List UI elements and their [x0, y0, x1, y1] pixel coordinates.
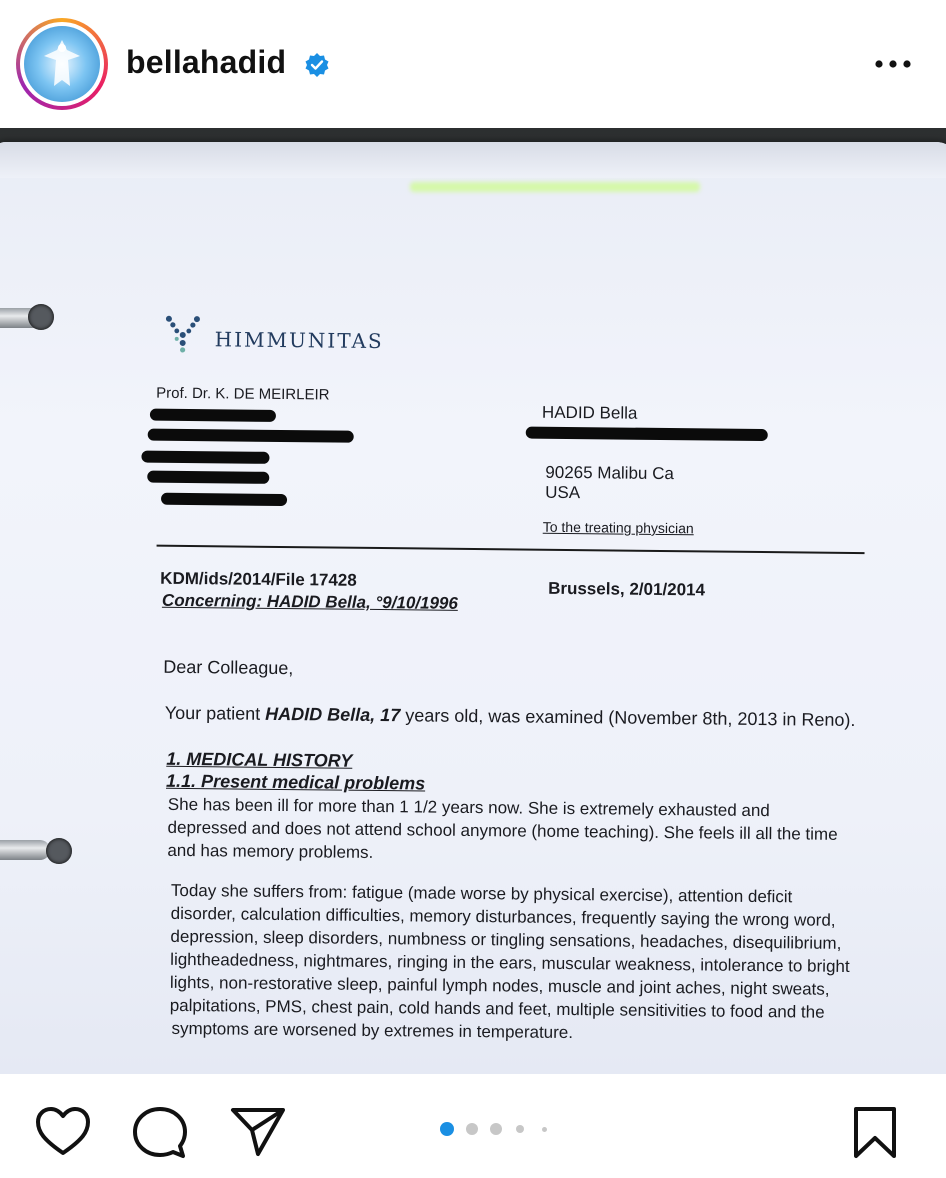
recipient-city: 90265 Malibu Ca — [545, 462, 674, 484]
paragraph-line: and has memory problems. — [167, 840, 374, 862]
post-image[interactable] — [0, 128, 946, 1074]
recipient-country: USA — [545, 482, 581, 503]
redaction-mark — [148, 429, 354, 443]
paragraph-line: Today she suffers from: fatigue (made worse by physical exercise), attention deficit — [170, 880, 793, 907]
comment-icon[interactable] — [132, 1106, 188, 1160]
reference-number: KDM/ids/2014/File 17428 — [160, 568, 357, 590]
himmunitas-logo-icon — [163, 313, 203, 353]
avatar[interactable] — [24, 26, 100, 102]
paragraph-line: She has been ill for more than 1 1/2 years now. She is extremely exhausted and — [167, 794, 770, 821]
paragraph-line: palpitations, PMS, chest pain, cold hands and feet, multiple sensitivities to food and the — [169, 995, 825, 1022]
recipient-note: To the treating physician — [542, 518, 694, 537]
carousel-dot — [516, 1125, 524, 1133]
bookmark-icon[interactable] — [852, 1106, 898, 1160]
carousel-indicator — [440, 1122, 560, 1134]
divider — [157, 545, 865, 554]
paragraph-line: depressed and does not attend school anymore (home teaching). She feels ill all the time — [167, 817, 838, 844]
send-icon[interactable] — [230, 1106, 286, 1158]
recipient-name: HADID Bella — [541, 402, 638, 423]
letter-document — [0, 128, 946, 1074]
redaction-mark — [161, 493, 287, 506]
username[interactable]: bellahadid — [126, 44, 287, 80]
paragraph-line: lights, non-restorative sleep, painful lymph nodes, muscle and joint aches, night sweats, — [169, 972, 830, 999]
carousel-dot — [542, 1127, 547, 1132]
patient-name: HADID Bella, 17 — [265, 703, 401, 726]
section-heading: 1. MEDICAL HISTORY — [166, 748, 353, 771]
company-name: HIMMUNITAS — [214, 327, 384, 354]
concerning-line: Concerning: HADID Bella, °9/10/1996 — [161, 590, 458, 613]
intro-line: Your patient HADID Bella, 17 years old, was examined (November 8th, 2013 in Reno). — [164, 702, 856, 731]
redaction-mark — [526, 427, 768, 442]
greeting: Dear Colleague, — [163, 656, 294, 679]
avatar-angel-icon — [24, 26, 100, 102]
redaction-mark — [150, 409, 276, 422]
paragraph-line: depression, sleep disorders, numbness or tingling sensations, headaches, disequilibrium, — [170, 926, 842, 953]
redaction-mark — [141, 451, 269, 464]
paragraph-line: disorder, calculation difficulties, memory disturbances, frequently saying the wrong word, — [170, 903, 836, 930]
carousel-dot — [490, 1123, 502, 1135]
place-date: Brussels, 2/01/2014 — [548, 578, 706, 600]
story-ring[interactable] — [16, 18, 108, 110]
redaction-mark — [147, 471, 269, 484]
carousel-dot-active — [440, 1122, 454, 1136]
post-actions-bar — [0, 1074, 946, 1178]
carousel-dot — [466, 1123, 478, 1135]
doctor-name: Prof. Dr. K. DE MEIRLEIR — [156, 384, 330, 404]
verified-badge-icon — [304, 52, 330, 78]
more-options-icon[interactable] — [872, 52, 914, 76]
paragraph-line: lightheadedness, nightmares, ringing in the ears, muscular weakness, intolerance to bright — [170, 949, 850, 976]
post-header — [0, 0, 946, 128]
paragraph-line: symptoms are worsened by extremes in temperature. — [171, 1018, 574, 1043]
subsection-heading: 1.1. Present medical problems — [165, 770, 426, 794]
heart-icon[interactable] — [34, 1106, 92, 1158]
